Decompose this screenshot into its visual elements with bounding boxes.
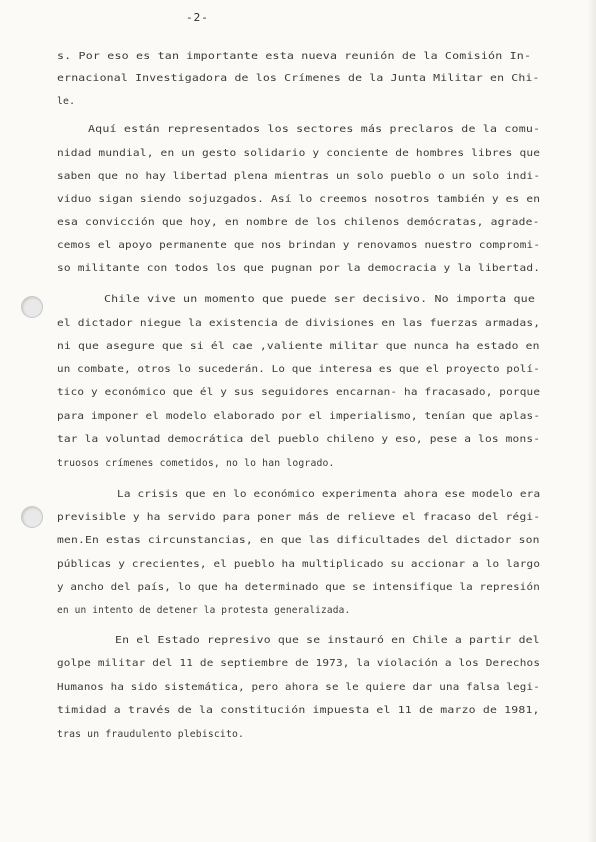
- text-line: nidad mundial, en un gesto solidario y conciente de hombres libres que: [57, 148, 541, 159]
- text-line: Humanos ha sido sistemática, pero ahora se le quiere dar una falsa legi-: [57, 682, 540, 693]
- text-line: men.En estas circunstancias, en que las dificultades del dictador son: [57, 535, 540, 546]
- text-line: s. Por eso es tan importante esta nueva reunión de la Comisión In-: [57, 51, 532, 62]
- text-line: esa convicción que hoy, en nombre de los chilenos demócratas, agrade-: [57, 217, 540, 228]
- text-line: ernacional Investigadora de los Crímenes de la Junta Militar en Chi-: [57, 73, 540, 84]
- text-line: timidad a través de la constitución impuesta el 11 de marzo de 1981,: [57, 705, 540, 716]
- text-line: truosos crímenes cometidos, no lo han logrado.: [57, 458, 335, 469]
- text-line: viduo sigan siendo sojuzgados. Así lo creemos nosotros también y es en: [57, 194, 541, 205]
- text-line: saben que no hay libertad plena mientras un solo pueblo o un solo indi-: [57, 171, 541, 182]
- text-line: un combate, otros lo sucederán. Lo que interesa es que el proyecto polí-: [57, 364, 540, 375]
- text-line: para imponer el modelo elaborado por el imperialismo, tenían que aplas-: [57, 411, 541, 422]
- text-line: y ancho del país, lo que ha determinado que se intensifique la represión: [57, 582, 540, 593]
- page-edge-shadow: [588, 0, 596, 842]
- punch-hole-top: [21, 296, 43, 318]
- text-line: previsible y ha servido para poner más de relieve el fracaso del régi-: [57, 512, 541, 523]
- text-line: La crisis que en lo económico experimenta ahora ese modelo era: [117, 489, 541, 500]
- text-line: públicas y crecientes, el pueblo ha multiplicado su accionar a lo largo: [57, 559, 541, 570]
- text-line: En el Estado represivo que se instauró en Chile a partir del: [115, 635, 540, 646]
- text-line: golpe militar del 11 de septiembre de 1973, la violación a los Derechos: [57, 658, 541, 669]
- text-line: el dictador niegue la existencia de divisiones en las fuerzas armadas,: [57, 318, 541, 329]
- page-number: -2-: [186, 11, 209, 24]
- punch-hole-bottom: [21, 506, 43, 528]
- text-line: en un intento de detener la protesta generalizada.: [57, 605, 351, 616]
- text-line: Chile vive un momento que puede ser decisivo. No importa que: [104, 294, 536, 305]
- text-line: tras un fraudulento plebiscito.: [57, 729, 245, 740]
- text-line: ni que asegure que si él cae ,valiente militar que nunca ha estado en: [57, 341, 540, 352]
- text-line: le.: [57, 96, 76, 107]
- text-line: Aquí están representados los sectores más preclaros de la comu-: [88, 124, 541, 135]
- text-line: tico y económico que él y sus seguidores encarnan- ha fracasado, porque: [57, 387, 541, 398]
- text-line: so militante con todos los que pugnan por la democracia y la libertad.: [57, 263, 541, 274]
- text-line: cemos el apoyo permanente que nos brindan y renovamos nuestro compromi-: [57, 240, 541, 251]
- text-line: tar la voluntad democrática del pueblo chileno y eso, pese a los mons-: [57, 434, 541, 445]
